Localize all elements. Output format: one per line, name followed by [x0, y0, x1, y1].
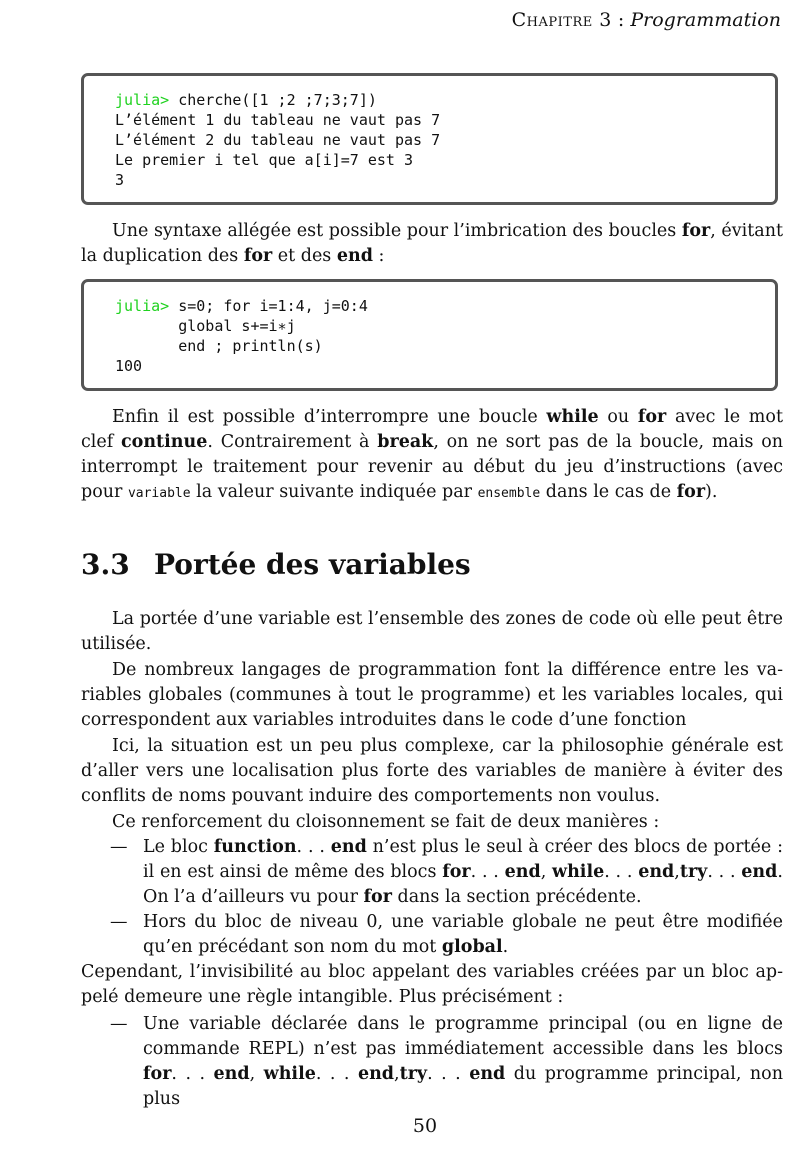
code-line: Le premier i tel que a[i]=7 est 3: [115, 151, 414, 169]
list-item: — Une variable déclarée dans le programme principal (ou en ligne de commande REPL) n’est pas immédiatement accessible dans les blocs for. . . end, while. . . end,try. . . end du programme principal, non plus: [110, 1014, 783, 1109]
paragraph-scope-definition: La portée d’une variable est l’ensemble des zones de code où elle peut être utilisée.: [81, 609, 783, 654]
paragraph-two-ways: Ce renforcement du cloisonnement se fait de deux manières :: [112, 812, 660, 832]
paragraph-invisibility: Cependant, l’invisibilité au bloc appelant des variables créées par un bloc ap- pelé demeure une règle intangible. Plus précisément :: [81, 962, 783, 1007]
code-line: 3: [115, 171, 125, 189]
paragraph-complexity: Ici, la situation est un peu plus complexe, car la philosophie générale est d’aller vers une localisation plus forte des variables de manière à éviter des conflits de noms pouvant induire des comportements non voulus.: [81, 736, 783, 806]
running-header: [512, 9, 781, 31]
code-line: L’élément 2 du tableau ne vaut pas 7: [115, 131, 441, 149]
code-line: julia> cherche([1 ;2 ;7;3;7]): [115, 91, 377, 109]
section-number: 3.3: [81, 548, 130, 581]
paragraph-nested-loops: Une syntaxe allégée est possible pour l’imbrication des boucles for, évitant la duplication des for et des end :: [81, 221, 783, 266]
header-chapter: Chapitre 3: [511, 9, 612, 31]
list-item: — Le bloc function. . . end n’est plus le seul à créer des blocs de portée : il en est ainsi de même des blocs for. . . end, while. . . end,try. . . end. On l’a d’ailleurs vu pour for dans la section précédente.: [110, 837, 783, 907]
section-heading: [81, 548, 471, 581]
code-line: end ; println(s): [115, 337, 323, 355]
page-number: 50: [412, 1115, 438, 1137]
julia-prompt: julia>: [115, 297, 170, 315]
paragraph-global-local: De nombreux langages de programmation font la différence entre les va- riables globales (communes à tout le programme) et les variables locales, qui correspondent aux variables introduites dans le code d’une fonction: [81, 660, 783, 730]
paragraph-continue: Enfin il est possible d’interrompre une boucle while ou for avec le mot clef continue. Contrairement à break, on ne sort pas de la boucle, mais on interrompt le traitement pour revenir au début du jeu d’instructions (avec pour variable la valeur suivante indiquée par ensemble dans le cas de for).: [81, 407, 783, 502]
code-line: L’élément 1 du tableau ne vaut pas 7: [115, 111, 441, 129]
julia-prompt: julia>: [115, 91, 170, 109]
code-line: 100: [115, 357, 143, 375]
list-item: — Hors du bloc de niveau 0, une variable globale ne peut être modifiée qu’en précédant son nom du mot global.: [110, 912, 783, 957]
code-block-2: [81, 279, 778, 391]
code-line: julia> s=0; for i=1:4, j=0:4: [115, 297, 368, 315]
code-line: global s+=i∗j: [115, 317, 296, 335]
header-separator: :: [611, 9, 631, 31]
section-title: Portée des variables: [154, 548, 471, 581]
code-block-1: [81, 73, 778, 205]
header-title: Programmation: [630, 9, 781, 31]
